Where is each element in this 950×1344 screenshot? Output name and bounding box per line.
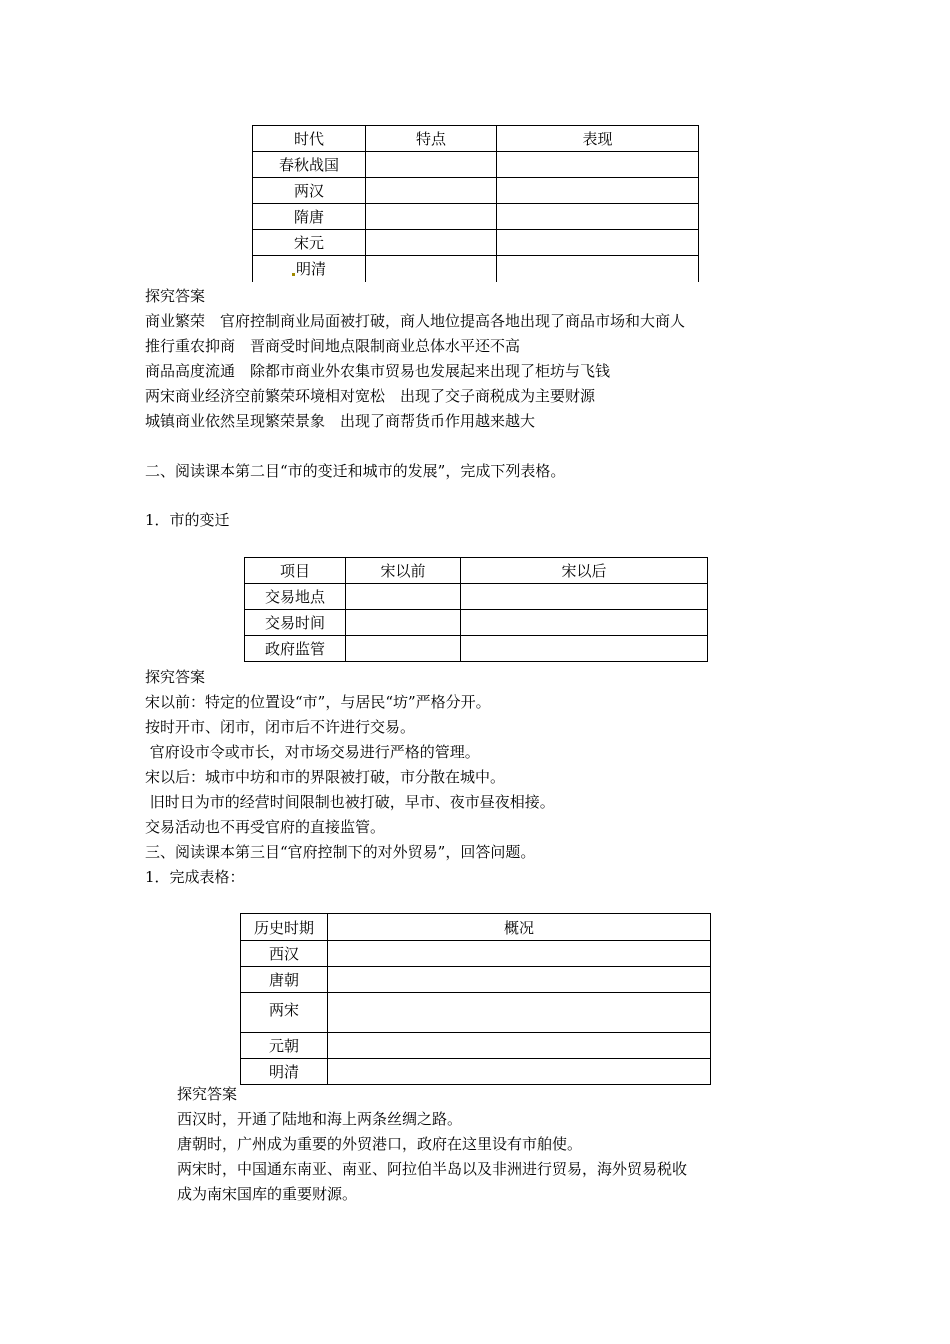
empty-cell[interactable] — [328, 941, 711, 967]
subsection-title: 1．完成表格： — [145, 868, 245, 886]
empty-cell[interactable] — [346, 636, 461, 662]
era-cell: 隋唐 — [253, 204, 366, 230]
table-row — [245, 610, 708, 636]
empty-cell[interactable] — [461, 636, 708, 662]
table-row — [253, 256, 699, 282]
answer-line: 商品高度流通 除都市商业外农集市贸易也发展起来出现了柜坊与飞钱 — [145, 362, 611, 380]
answer-line: 交易活动也不再受官府的直接监管。 — [145, 818, 386, 836]
market-change-table — [244, 557, 708, 662]
section-title: 二、阅读课本第二目“市的变迁和城市的发展”，完成下列表格。 — [145, 462, 566, 480]
table-row — [241, 967, 711, 993]
table-row — [253, 204, 699, 230]
empty-cell[interactable] — [366, 152, 497, 178]
answer-line: 商业繁荣 官府控制商业局面被打破，商人地位提高各地出现了商品市场和大商人 — [145, 312, 686, 330]
empty-cell[interactable] — [328, 1033, 711, 1059]
table-row — [241, 993, 711, 1033]
era-cell — [253, 256, 366, 282]
empty-cell[interactable] — [366, 204, 497, 230]
era-cell: 春秋战国 — [253, 152, 366, 178]
era-cell: 宋元 — [253, 230, 366, 256]
answer-line: 两宋商业经济空前繁荣环境相对宽松 出现了交子商税成为主要财源 — [145, 387, 596, 405]
empty-cell[interactable] — [346, 584, 461, 610]
empty-cell[interactable] — [461, 584, 708, 610]
era-label: 明清 — [295, 260, 326, 279]
empty-cell[interactable] — [328, 993, 711, 1033]
table-header-cell: 时代 — [253, 126, 366, 152]
empty-cell[interactable] — [497, 256, 699, 282]
period-cell: 唐朝 — [241, 967, 328, 993]
section-title: 三、阅读课本第三目“官府控制下的对外贸易”，回答问题。 — [145, 843, 536, 861]
answer-line: 两宋时，中国通东南亚、南亚、阿拉伯半岛以及非洲进行贸易，海外贸易税收 — [177, 1160, 688, 1178]
period-cell: 明清 — [241, 1059, 328, 1085]
empty-cell[interactable] — [497, 178, 699, 204]
empty-cell[interactable] — [346, 610, 461, 636]
answer-line: 官府设市令或市长，对市场交易进行严格的管理。 — [145, 743, 480, 761]
answer-line: 推行重农抑商 晋商受时间地点限制商业总体水平还不高 — [145, 337, 521, 355]
period-cell: 元朝 — [241, 1033, 328, 1059]
foreign-trade-table — [240, 913, 711, 1085]
empty-cell[interactable] — [497, 152, 699, 178]
empty-cell[interactable] — [328, 1059, 711, 1085]
answer-line: 旧时日为市的经营时间限制也被打破，早市、夜市昼夜相接。 — [145, 793, 555, 811]
era-cell: 两汉 — [253, 178, 366, 204]
table-header-cell: 项目 — [245, 558, 346, 584]
table-row — [253, 152, 699, 178]
item-cell: 政府监管 — [245, 636, 346, 662]
table-row — [253, 230, 699, 256]
answer-label: 探究答案 — [145, 287, 206, 305]
era-commerce-table — [252, 125, 699, 282]
period-cell: 西汉 — [241, 941, 328, 967]
answer-line: 西汉时，开通了陆地和海上两条丝绸之路。 — [177, 1110, 463, 1128]
table-row — [241, 941, 711, 967]
table-row — [245, 584, 708, 610]
empty-cell[interactable] — [497, 230, 699, 256]
empty-cell[interactable] — [328, 967, 711, 993]
empty-cell[interactable] — [366, 230, 497, 256]
item-cell: 交易时间 — [245, 610, 346, 636]
table-header-cell: 表现 — [497, 126, 699, 152]
answer-line: 成为南宋国库的重要财源。 — [177, 1185, 358, 1203]
period-cell: 两宋 — [241, 993, 328, 1033]
table-row — [253, 178, 699, 204]
answer-line: 唐朝时，广州成为重要的外贸港口，政府在这里设有市舶使。 — [177, 1135, 583, 1153]
answer-label: 探究答案 — [145, 668, 206, 686]
table-header-cell: 特点 — [366, 126, 497, 152]
empty-cell[interactable] — [366, 256, 497, 282]
empty-cell[interactable] — [497, 204, 699, 230]
answer-label: 探究答案 — [177, 1085, 238, 1103]
table-header-cell: 宋以前 — [346, 558, 461, 584]
answer-line: 按时开市、闭市，闭市后不许进行交易。 — [145, 718, 416, 736]
empty-cell[interactable] — [366, 178, 497, 204]
table-header-cell: 概况 — [328, 914, 711, 941]
answer-line: 城镇商业依然呈现繁荣景象 出现了商帮货币作用越来越大 — [145, 412, 536, 430]
table-row — [241, 1033, 711, 1059]
bullet-icon — [292, 273, 295, 276]
answer-line: 宋以后：城市中坊和市的界限被打破，市分散在城中。 — [145, 768, 506, 786]
item-cell: 交易地点 — [245, 584, 346, 610]
empty-cell[interactable] — [461, 610, 708, 636]
table-header-cell: 宋以后 — [461, 558, 708, 584]
table-header-cell: 历史时期 — [241, 914, 328, 941]
subsection-title: 1．市的变迁 — [145, 511, 230, 529]
answer-line: 宋以前：特定的位置设“市”，与居民“坊”严格分开。 — [145, 693, 491, 711]
table-row — [241, 1059, 711, 1085]
table-row — [245, 636, 708, 662]
